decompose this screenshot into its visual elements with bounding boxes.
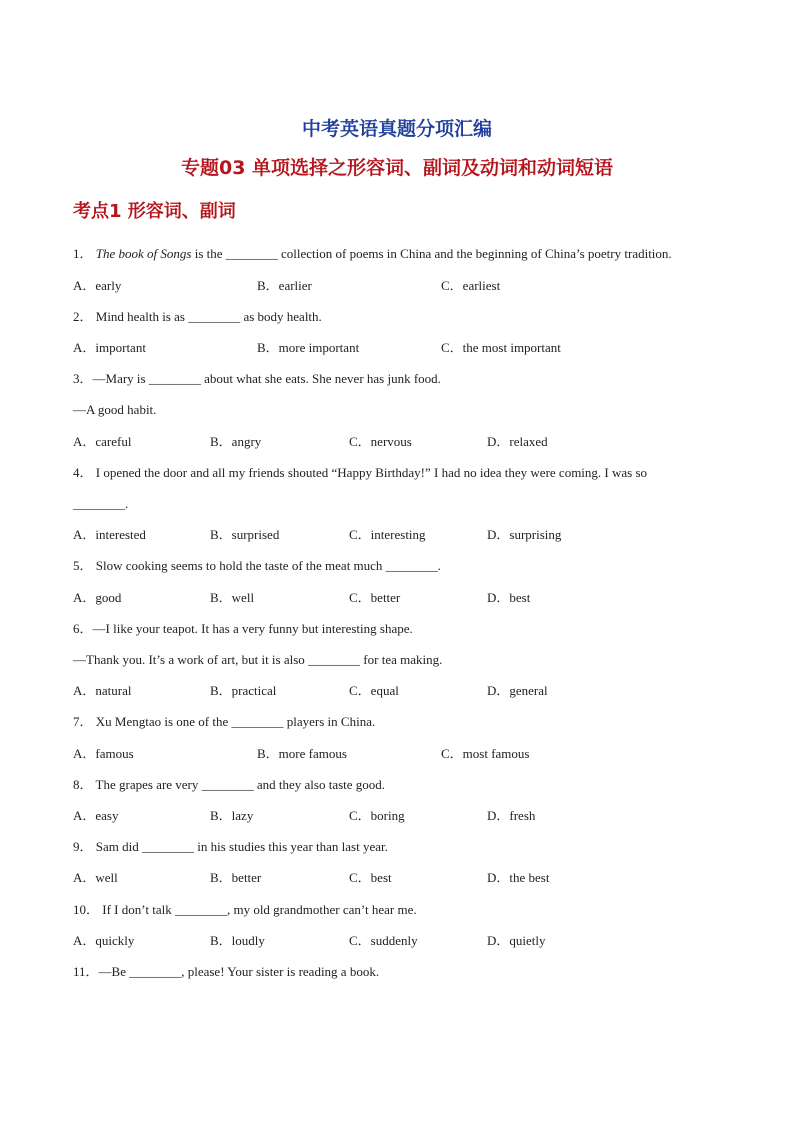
- option-c[interactable]: C．suddenly: [349, 933, 418, 948]
- section-heading: 考点1 形容词、副词: [73, 201, 236, 222]
- document-title: 中考英语真题分项汇编: [301, 118, 492, 140]
- option-d[interactable]: D．the best: [487, 870, 550, 885]
- question-4-continuation: ________.: [73, 496, 129, 511]
- option-a[interactable]: A．important: [73, 340, 146, 355]
- option-d[interactable]: D．general: [487, 683, 548, 698]
- question-number: 5．: [73, 558, 93, 573]
- question-text: Mind health is as ________ as body health.: [92, 309, 322, 324]
- option-c[interactable]: C．the most important: [441, 340, 561, 355]
- question-7: [73, 714, 375, 730]
- question-number: 8．: [73, 777, 93, 792]
- option-a[interactable]: A．quickly: [73, 933, 135, 948]
- question-number: 10．: [73, 902, 100, 917]
- option-d[interactable]: D．best: [487, 590, 531, 605]
- option-a[interactable]: A．natural: [73, 683, 132, 698]
- question-5: [73, 558, 441, 574]
- question-number: 9．: [73, 839, 93, 854]
- question-6-reply: —Thank you. It’s a work of art, but it is also ________ for tea making.: [73, 652, 443, 667]
- question-number: 7．: [73, 714, 93, 729]
- option-c[interactable]: C．earliest: [441, 278, 501, 293]
- option-d[interactable]: D．fresh: [487, 808, 536, 823]
- question-text: —Be ________, please! Your sister is reading a book.: [98, 964, 380, 979]
- question-3: [73, 371, 441, 387]
- option-a[interactable]: A．early: [73, 278, 122, 293]
- question-9: [73, 839, 388, 855]
- option-a[interactable]: A．well: [73, 870, 118, 885]
- option-a[interactable]: A．famous: [73, 746, 134, 761]
- option-c[interactable]: C．nervous: [349, 434, 412, 449]
- question-text: I opened the door and all my friends shouted “Happy Birthday!” I had no idea they were coming. I was so: [92, 465, 648, 480]
- option-b[interactable]: B．practical: [210, 683, 277, 698]
- option-c[interactable]: C．boring: [349, 808, 405, 823]
- question-6: [73, 621, 413, 637]
- question-text: If I don’t talk ________, my old grandmother can’t hear me.: [99, 902, 417, 917]
- option-c[interactable]: C．equal: [349, 683, 399, 698]
- question-11: [73, 964, 379, 980]
- question-text: —Mary is ________ about what she eats. She never has junk food.: [92, 371, 441, 386]
- option-b[interactable]: B．angry: [210, 434, 262, 449]
- question-number: 3．: [73, 371, 93, 386]
- option-a[interactable]: A．careful: [73, 434, 132, 449]
- question-text: Sam did ________ in his studies this year than last year.: [92, 839, 388, 854]
- question-2: [73, 309, 322, 325]
- option-c[interactable]: C．most famous: [441, 746, 530, 761]
- question-number: 2．: [73, 309, 93, 324]
- option-b[interactable]: B．more important: [257, 340, 360, 355]
- question-1: [73, 246, 672, 262]
- question-number: 1．: [73, 246, 93, 261]
- option-c[interactable]: C．interesting: [349, 527, 426, 542]
- document-subtitle: 专题03 单项选择之形容词、副词及动词和动词短语: [180, 157, 614, 179]
- question-text: The grapes are very ________ and they also taste good.: [92, 777, 386, 792]
- option-b[interactable]: B．better: [210, 870, 262, 885]
- option-b[interactable]: B．earlier: [257, 278, 312, 293]
- question-text: is the ________ collection of poems in China and the beginning of China’s poetry tradition.: [191, 246, 672, 261]
- question-8: [73, 777, 385, 793]
- question-text: Slow cooking seems to hold the taste of the meat much ________.: [92, 558, 441, 573]
- option-b[interactable]: B．well: [210, 590, 255, 605]
- option-d[interactable]: D．relaxed: [487, 434, 548, 449]
- question-number: 6．: [73, 621, 93, 636]
- option-b[interactable]: B．surprised: [210, 527, 280, 542]
- option-a[interactable]: A．interested: [73, 527, 146, 542]
- option-b[interactable]: B．lazy: [210, 808, 254, 823]
- question-text: Xu Mengtao is one of the ________ players in China.: [92, 714, 376, 729]
- question-number: 4．: [73, 465, 93, 480]
- option-c[interactable]: C．best: [349, 870, 392, 885]
- question-title-italic: The book of Songs: [95, 246, 192, 261]
- option-d[interactable]: D．quietly: [487, 933, 546, 948]
- option-a[interactable]: A．good: [73, 590, 122, 605]
- option-c[interactable]: C．better: [349, 590, 401, 605]
- option-b[interactable]: B．loudly: [210, 933, 265, 948]
- option-a[interactable]: A．easy: [73, 808, 119, 823]
- question-3-reply: —A good habit.: [73, 402, 157, 417]
- question-text: —I like your teapot. It has a very funny but interesting shape.: [92, 621, 413, 636]
- option-d[interactable]: D．surprising: [487, 527, 562, 542]
- question-number: 11．: [73, 964, 99, 979]
- question-10: [73, 902, 417, 918]
- option-b[interactable]: B．more famous: [257, 746, 347, 761]
- question-4: [73, 465, 647, 481]
